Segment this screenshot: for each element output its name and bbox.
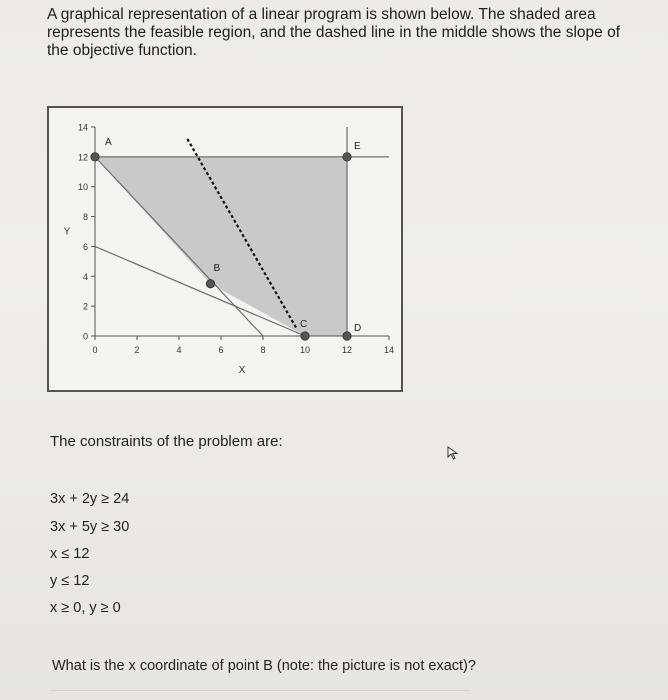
point-label-e: E	[354, 140, 361, 152]
feasible-region	[95, 157, 347, 336]
point-d	[343, 332, 351, 340]
y-tick-label-6: 12	[77, 152, 88, 163]
constraint-1: 3x + 2y ≥ 24	[50, 491, 130, 507]
point-a	[91, 153, 99, 161]
point-label-c: C	[300, 319, 308, 330]
y-tick-label-7: 14	[77, 122, 88, 133]
x-tick-label-7: 14	[383, 345, 395, 355]
y-tick-label-0: 0	[82, 331, 88, 342]
x-tick-label-2: 4	[176, 345, 182, 355]
constraint-4: y ≤ 12	[50, 573, 90, 589]
x-tick-label-0: 0	[92, 345, 98, 355]
y-tick-label-4: 8	[82, 212, 88, 223]
constraint-5: x ≥ 0, y ≥ 0	[50, 600, 121, 616]
point-label-d: D	[354, 323, 362, 334]
question-text: What is the x coordinate of point B (note: the picture is not exact)?	[52, 658, 476, 674]
point-b	[206, 280, 214, 288]
point-label-a: A	[105, 136, 112, 148]
point-label-b: B	[213, 262, 221, 274]
y-tick-label-1: 2	[82, 301, 88, 312]
point-e	[343, 153, 351, 161]
y-tick-label-3: 6	[82, 241, 88, 252]
y-axis-label: Y	[63, 226, 71, 238]
lp-graph-figure	[47, 106, 403, 392]
x-tick-label-1: 2	[134, 345, 140, 355]
x-tick-label-3: 6	[218, 345, 224, 355]
y-tick-label-2: 4	[82, 271, 88, 282]
intro-text: A graphical representation of a linear program is shown below. The shaded area represents the feasible region, and the dashed line in the middle shows the slope of the objective function.	[47, 6, 621, 59]
mouse-cursor-icon	[447, 446, 459, 460]
point-c	[301, 332, 309, 340]
answer-divider	[50, 690, 470, 691]
x-axis-label: X	[238, 365, 246, 376]
y-tick-label-5: 10	[77, 182, 88, 193]
constraint-3: x ≤ 12	[50, 546, 90, 562]
lp-graph	[49, 108, 401, 390]
constraint-2: 3x + 5y ≥ 30	[50, 519, 130, 535]
x-tick-label-4: 8	[260, 345, 266, 355]
constraints-title: The constraints of the problem are:	[50, 433, 283, 450]
x-tick-label-6: 12	[341, 345, 353, 355]
x-tick-label-5: 10	[299, 345, 311, 355]
